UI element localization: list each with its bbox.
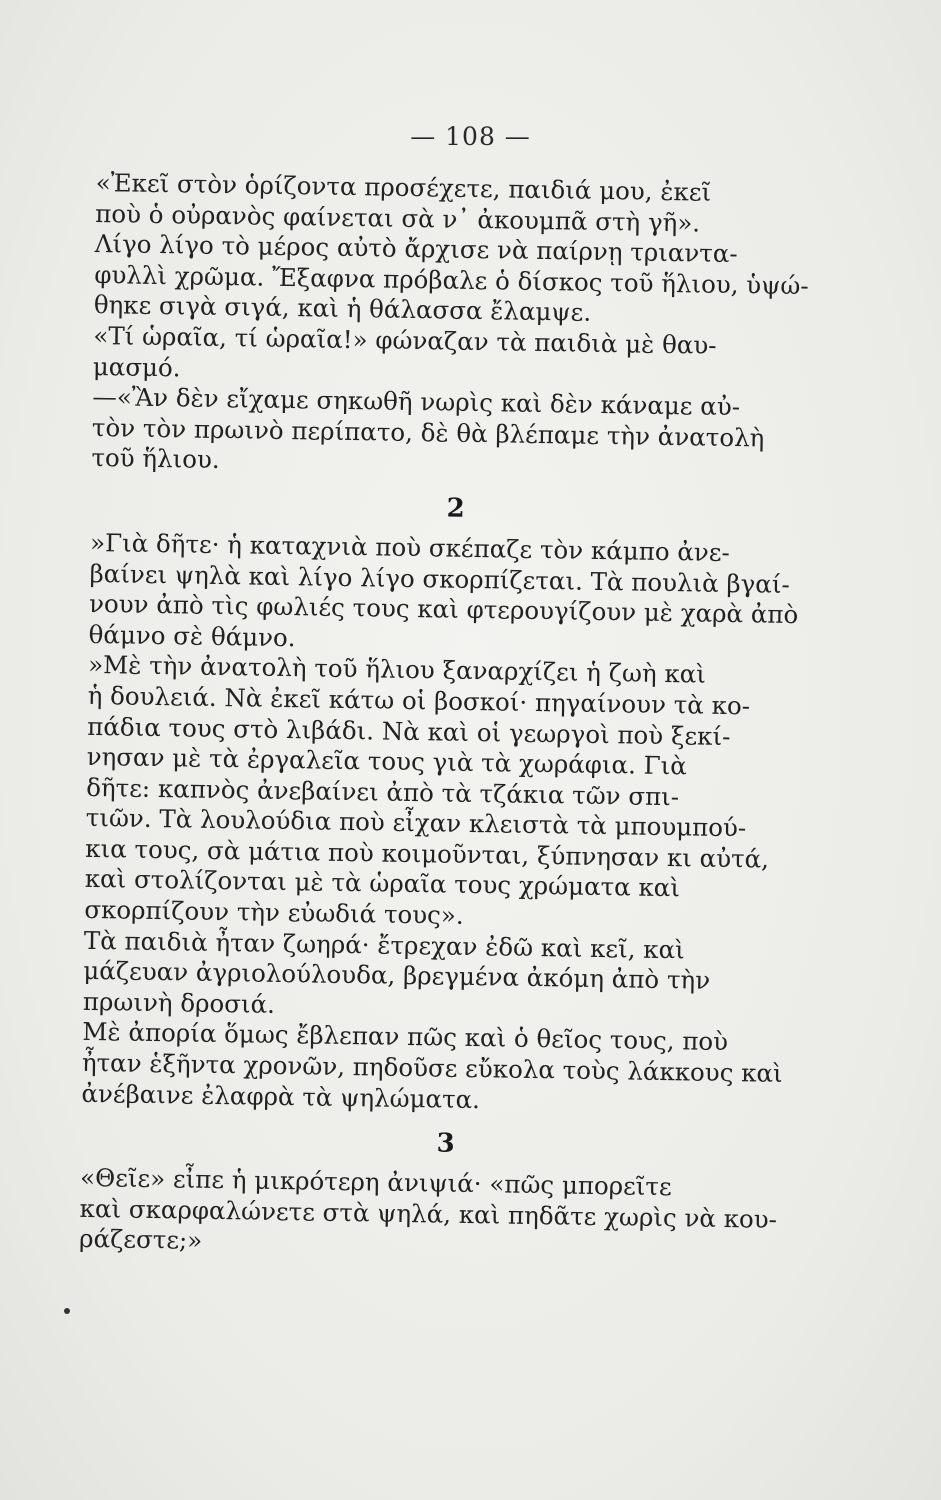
section2-paragraph-1: »Γιὰ δῆτε· ἡ καταχνιὰ ποὺ σκέπαζε τὸν κάμπο ἀνε- βαίνει ψηλὰ καὶ λίγο λίγο σκορπίζεται. Τὰ πουλιὰ βγαί- νουν ἀπὸ τὶς φωλιές τους καὶ φτερουγίζουν μὲ χαρὰ ἀπὸ θάμνο σὲ θάμνο. (88, 527, 799, 652)
page-number: — 108 — (410, 122, 531, 151)
section-number-3: 3 (436, 1128, 455, 1159)
margin-dot (64, 1308, 70, 1314)
section2-paragraph-2: »Μὲ τὴν ἀνατολὴ τοῦ ἥλιου ξαναρχίζει ἡ ζωὴ καὶ ἡ δουλειά. Νὰ ἐκεῖ κάτω οἱ βοσκοί· πηγαίνουν τὰ κο- πάδια τους στὸ λιβάδι. Νὰ καὶ οἱ γεωργοὶ ποὺ ξεκί- νησαν μὲ τὰ ἐργαλεῖα τους γιὰ τὰ χωράφια. Γιὰ δῆτε: καπνὸς ἀνεβαίνει ἀπὸ τὰ τζάκια τῶν σπι- τιῶν. Τὰ λουλούδια ποὺ εἶχαν κλειστὰ τὰ μπουμπού- κια τους, σὰ μάτια ποὺ κοιμοῦνται, ξύπνησαν κι αὐτά, καὶ στολίζονται μὲ τὰ ὡραῖα τους χρώματα καὶ σκορπίζουν τὴν εὐωδιά τους». (84, 650, 770, 930)
page-text (79, 168, 826, 1266)
paragraph-2: Λίγο λίγο τὸ μέρος αὐτὸ ἄρχισε νὰ παίρνῃ τριαντα- φυλλὶ χρῶμα. Ἔξαφνα πρόβαλε ὁ δίσκος τοῦ ἥλιου, ὑψώ- θηκε σιγὰ σιγά, καὶ ἡ θάλασσα ἔλαμψε. (93, 229, 809, 328)
section-number-2: 2 (446, 493, 465, 524)
paragraph-1: «Ἐκεῖ στὸν ὁρίζοντα προσέχετε, παιδιά μου, ἐκεῖ ποὺ ὁ οὐρανὸς φαίνεται σὰ ν᾽ ἀκουμπᾶ στὴ γῆ». (95, 168, 712, 238)
section3-paragraph-1: «Θεῖε» εἶπε ἡ μικρότερη ἀνιψιά· «πῶς μπορεῖτε καὶ σκαρφαλώνετε στὰ ψηλά, καὶ πηδᾶτε χωρὶς νὰ κου- ράζεστε;» (78, 1163, 778, 1256)
section2-paragraph-4: Μὲ ἀπορία ὅμως ἔβλεπαν πῶς καὶ ὁ θεῖος τους, ποὺ ἦταν ἑξῆντα χρονῶν, πηδοῦσε εὔκολα τοὺς λάκκους καὶ ἀνέβαινε ἐλαφρὰ τὰ ψηλώματα. (81, 1017, 783, 1114)
paragraph-3: «Τί ὡραῖα, τί ὡραῖα!» φώναζαν τὰ παιδιὰ μὲ θαυ- μασμό. (92, 320, 717, 382)
section2-paragraph-3: Τὰ παιδιὰ ἦταν ζωηρά· ἔτρεχαν ἐδῶ καὶ κεῖ, καὶ μάζευαν ἀγριολούλουδα, βρεγμένα ἀκόμη ἀπὸ τὴν πρωινὴ δροσιά. (82, 925, 711, 1019)
paragraph-4: —«Ἂν δὲν εἴχαμε σηκωθῆ νωρὶς καὶ δὲν κάναμε αὐ- τὸν τὸν πρωινὸ περίπατο, δὲ θὰ βλέπαμε τὴν ἀνατολὴ τοῦ ἥλιου. (91, 382, 765, 475)
